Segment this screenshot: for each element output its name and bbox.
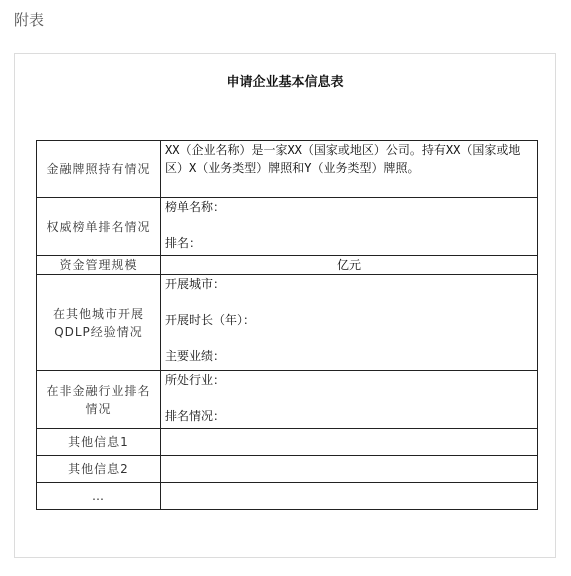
table-row [37,483,538,510]
row-value-ellipsis [161,483,538,510]
document-panel [14,53,556,558]
row-label-other-info-2: 其他信息2 [37,456,161,483]
row-label-qdlp-experience: 在其他城市开展QDLP经验情况 [37,275,161,371]
info-table [36,140,538,510]
table-row [37,275,538,371]
qdlp-city-field: 开展城市： [165,277,226,291]
ranking-list-rank-field: 排名： [165,236,202,250]
table-row [37,256,538,275]
table-row [37,141,538,198]
row-value-other-info-2 [161,456,538,483]
qdlp-duration-field: 开展时长（年）： [165,313,256,327]
industry-rank-field: 排名情况： [165,409,226,423]
row-label-license: 金融牌照持有情况 [37,141,161,198]
industry-field: 所处行业： [165,373,226,387]
table-row [37,456,538,483]
row-value-license: XX（企业名称）是一家XX（国家或地区）公司。持有XX（国家或地区）X（业务类型）牌照和Y（业务类型）牌照。 [161,141,538,198]
row-label-industry-ranking: 在非金融行业排名情况 [37,371,161,429]
table-row [37,198,538,256]
row-label-ranking-list: 权威榜单排名情况 [37,198,161,256]
qdlp-performance-field: 主要业绩： [165,349,226,363]
row-label-other-info-1: 其他信息1 [37,429,161,456]
row-value-aum: 亿元 [161,256,538,275]
row-value-ranking-list [161,198,538,256]
table-row [37,429,538,456]
row-value-qdlp-experience [161,275,538,371]
page-heading: 附表 [14,11,45,29]
row-value-other-info-1 [161,429,538,456]
row-label-ellipsis: … [37,483,161,510]
document-title: 申请企业基本信息表 [226,75,344,90]
table-row [37,371,538,429]
row-value-industry-ranking [161,371,538,429]
row-label-aum: 资金管理规模 [37,256,161,275]
ranking-list-name-field: 榜单名称： [165,200,226,214]
